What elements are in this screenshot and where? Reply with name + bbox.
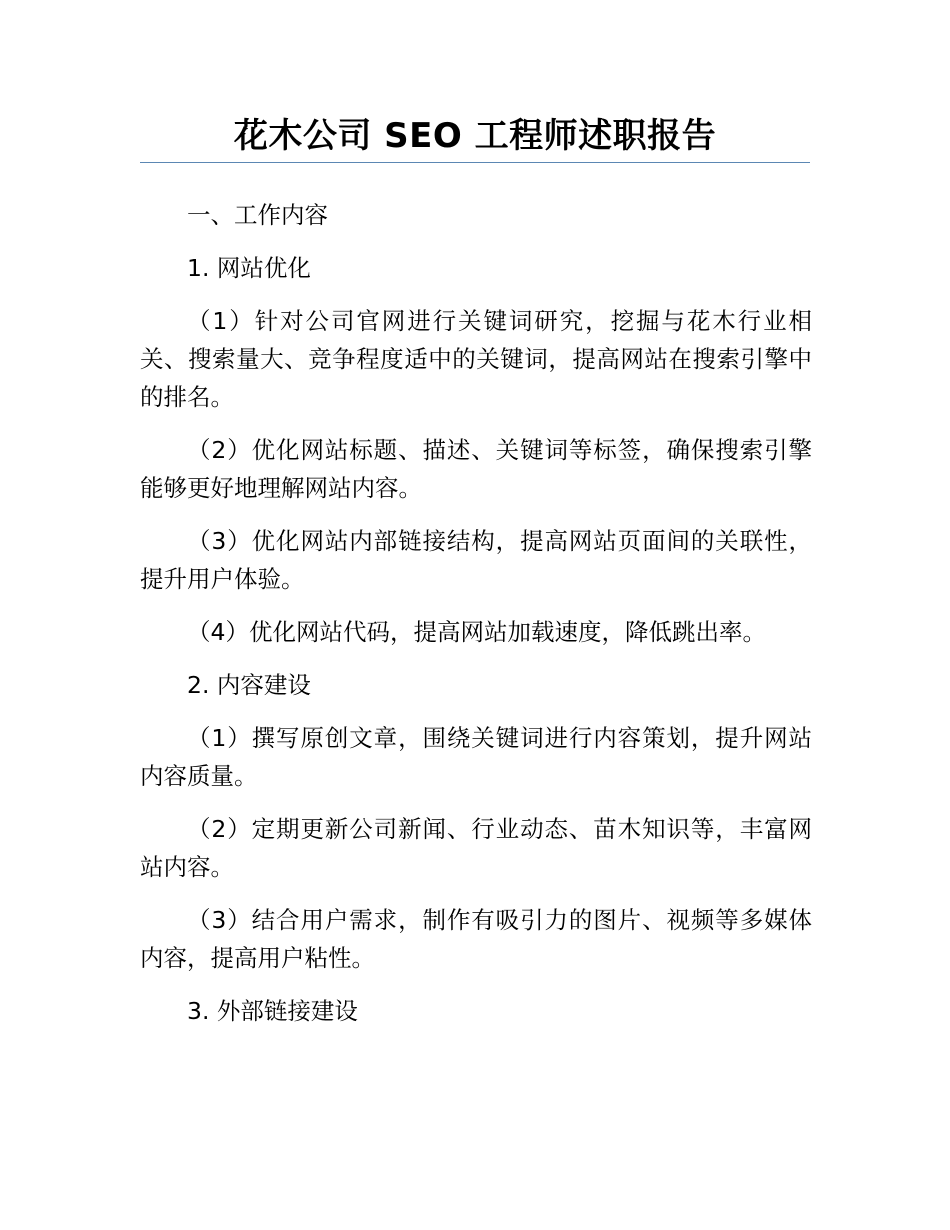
- body-paragraph: （2）定期更新公司新闻、行业动态、苗木知识等，丰富网站内容。: [140, 815, 812, 881]
- body-paragraph: （1）针对公司官网进行关键词研究，挖掘与花木行业相关、搜索量大、竞争程度适中的关键词，提高网站在搜索引擎中的排名。: [140, 307, 812, 411]
- body-paragraph: （3）结合用户需求，制作有吸引力的图片、视频等多媒体内容，提高用户粘性。: [140, 906, 812, 972]
- subsection-heading: 3. 外部链接建设: [187, 997, 358, 1025]
- body-paragraph: （4）优化网站代码，提高网站加载速度，降低跳出率。: [187, 618, 766, 646]
- body-paragraph: （2）优化网站标题、描述、关键词等标签，确保搜索引擎能够更好地理解网站内容。: [140, 436, 812, 502]
- subsection-heading: 2. 内容建设: [187, 671, 311, 699]
- body-paragraph: （3）优化网站内部链接结构，提高网站页面间的关联性，提升用户体验。: [140, 527, 812, 593]
- title-underline: [140, 162, 810, 163]
- document-body: [140, 196, 812, 1045]
- section-heading: 一、工作内容: [187, 201, 328, 229]
- document-title: 花木公司 SEO 工程师述职报告: [233, 116, 717, 156]
- body-paragraph: （1）撰写原创文章，围绕关键词进行内容策划，提升网站内容质量。: [140, 724, 812, 790]
- subsection-heading: 1. 网站优化: [187, 254, 311, 282]
